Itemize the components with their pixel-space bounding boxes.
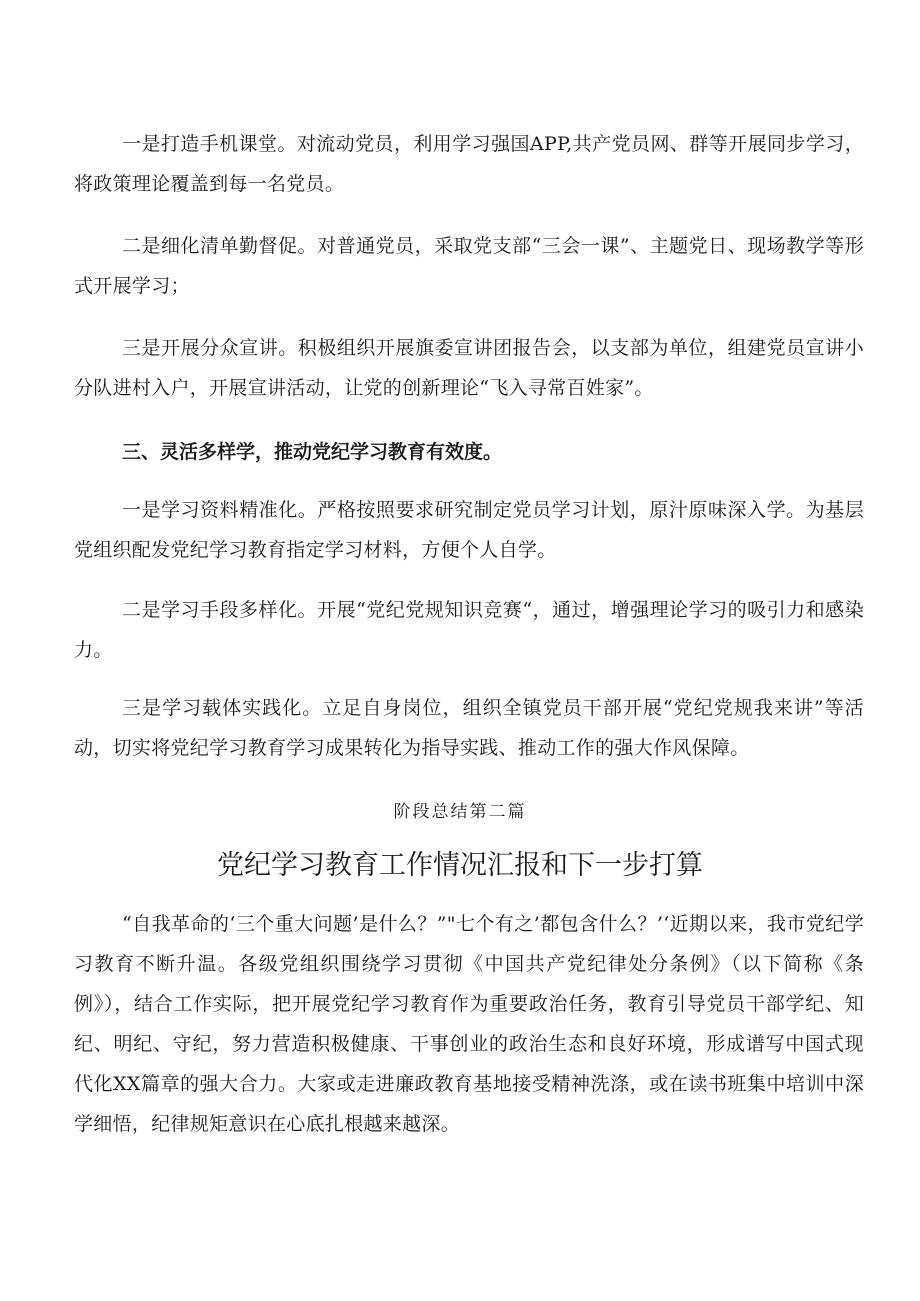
paragraph-precise-materials: 一是学习资料精准化。严格按照要求研究制定党员学习计划，原汁原味深入学。为基层党组织配发党纪学习教育指定学习材料，方便个人自学。 — [74, 499, 864, 561]
paragraph-checklist-supervision: 二是细化清单勤督促。对普通党员，采取党支部“三会一课”、主题党日、现场教学等形式开展学习； — [74, 235, 864, 297]
paragraph-diverse-methods: 二是学习手段多样化。开展“党纪党规知识竞赛“，通过，增强理论学习的吸引力和感染力。 — [74, 599, 864, 661]
paragraph-targeted-lectures: 三是开展分众宣讲。积极组织开展旗委宣讲团报告会，以支部为单位，组建党员宣讲小分队进村入户，开展宣讲活动，让党的创新理论“飞入寻常百姓家”。 — [74, 337, 864, 399]
document-subtitle: 阶段总结第二篇 — [393, 802, 527, 822]
paragraph-mobile-classroom: 一是打造手机课堂。对流动党员，利用学习强国APP,共产党员网、群等开展同步学习，将政策理论覆盖到每一名党员。 — [74, 133, 864, 195]
paragraph-practical-carriers: 三是学习载体实践化。立足自身岗位，组织全镇党员干部开展“党纪党规我来讲”等活动，切实将党纪学习教育学习成果转化为指导实践、推动工作的强大作风保障。 — [74, 697, 864, 759]
section-heading: 三、灵活多样学，推动党纪学习教育有效度。 — [122, 441, 503, 463]
document-title: 党纪学习教育工作情况汇报和下一步打算 — [217, 850, 703, 881]
paragraph-intro: “自我革命的‘三个重大问题’是什么？”"七个有之’都包含什么？’‘近期以来，我市党纪学习教育不断升温。各级党组织围绕学习贯彻《中国共产党纪律处分条例》（以下简称《条例》），结合工作实际，把开展党纪学习教育作为重要政治任务，教育引导党员干部学纪、知纪、明纪、守纪，努力营造积极健康、干事创业的政治生态和良好环境，形成谱写中国式现代化XX篇章的强大合力。大家或走进廉政教育基地接受精神洗涤，或在读书班集中培训中深学细悟，纪律规矩意识在心底扎根越来越深。 — [74, 913, 864, 1135]
